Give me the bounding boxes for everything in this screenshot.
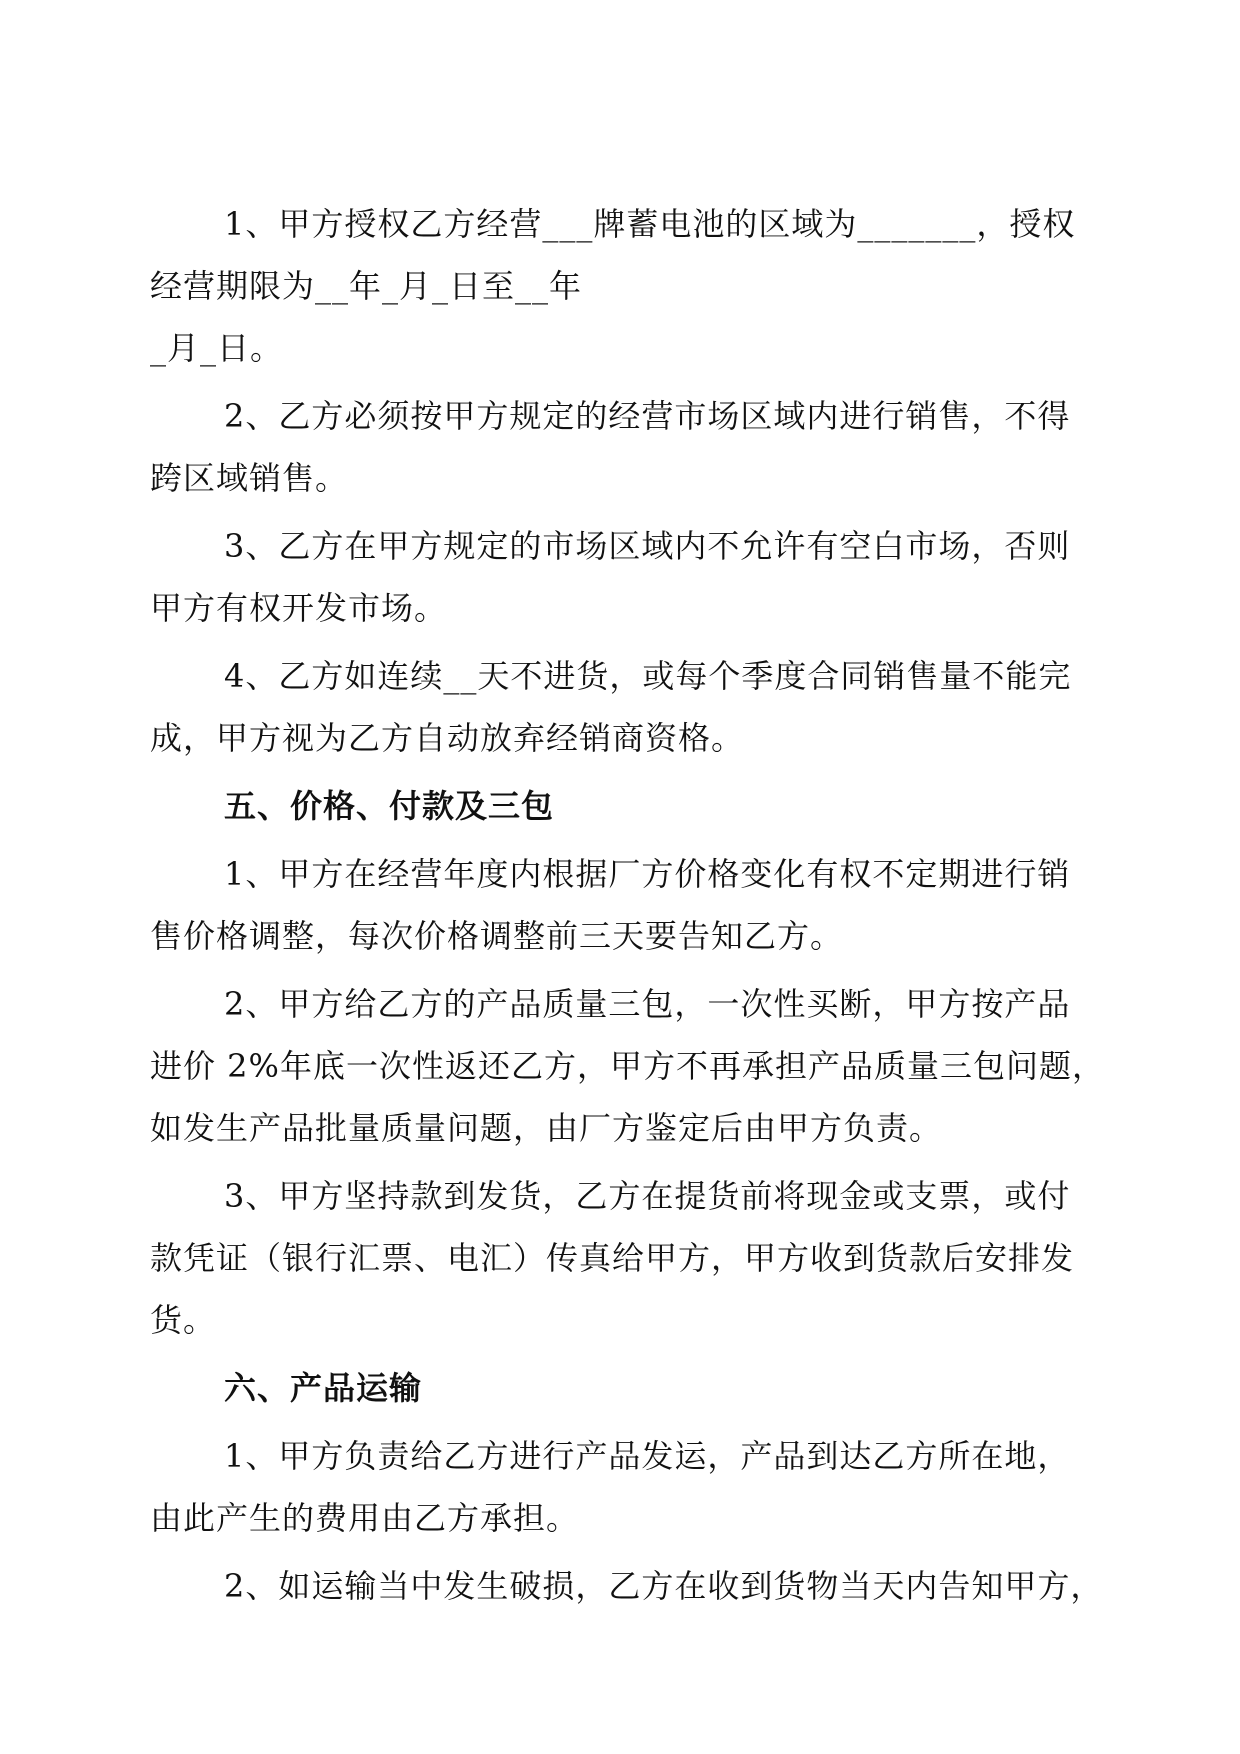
section-heading-5: 五、价格、付款及三包	[224, 787, 555, 825]
text-line: 进价 2%年底一次性返还乙方，甲方不再承担产品质量三包问题，	[150, 1047, 1105, 1085]
text-line: 2、乙方必须按甲方规定的经营市场区域内进行销售，不得	[224, 397, 1071, 435]
section-heading-6: 六、产品运输	[224, 1369, 423, 1407]
text-line: 如发生产品批量质量问题，由厂方鉴定后由甲方负责。	[150, 1109, 943, 1147]
clause-5-3	[150, 1165, 1110, 1351]
text-line: 售价格调整，每次价格调整前三天要告知乙方。	[150, 917, 844, 955]
text-line: 由此产生的费用由乙方承担。	[150, 1499, 580, 1537]
clause-5-2	[150, 973, 1110, 1159]
text-line: _月_日。	[150, 329, 284, 367]
text-line: 经营期限为__年_月_日至__年	[150, 267, 583, 305]
text-line: 1、甲方负责给乙方进行产品发运，产品到达乙方所在地，	[224, 1437, 1071, 1475]
text-line: 3、乙方在甲方规定的市场区域内不允许有空白市场，否则	[224, 527, 1071, 565]
text-line: 成，甲方视为乙方自动放弃经销商资格。	[150, 719, 745, 757]
clause-4-1	[150, 193, 1110, 379]
clause-4-4	[150, 645, 1110, 769]
text-line: 4、乙方如连续__天不进货，或每个季度合同销售量不能完	[224, 657, 1072, 695]
text-line: 1、甲方授权乙方经营___牌蓄电池的区域为_______，授权	[224, 205, 1076, 243]
text-line: 跨区域销售。	[150, 459, 349, 497]
clause-6-2	[150, 1555, 1110, 1617]
text-line: 2、甲方给乙方的产品质量三包，一次性买断，甲方按产品	[224, 985, 1071, 1023]
clause-4-3	[150, 515, 1110, 639]
clause-6-1	[150, 1425, 1110, 1549]
text-line: 款凭证（银行汇票、电汇）传真给甲方，甲方收到货款后安排发	[150, 1239, 1075, 1277]
clause-5-1	[150, 843, 1110, 967]
text-line: 1、甲方在经营年度内根据厂方价格变化有权不定期进行销	[224, 855, 1071, 893]
text-line: 3、甲方坚持款到发货，乙方在提货前将现金或支票，或付	[224, 1177, 1071, 1215]
text-line: 甲方有权开发市场。	[150, 589, 448, 627]
clause-4-2	[150, 385, 1110, 509]
text-line: 货。	[150, 1301, 217, 1339]
text-line: 2、如运输当中发生破损，乙方在收到货物当天内告知甲方，	[224, 1567, 1104, 1605]
